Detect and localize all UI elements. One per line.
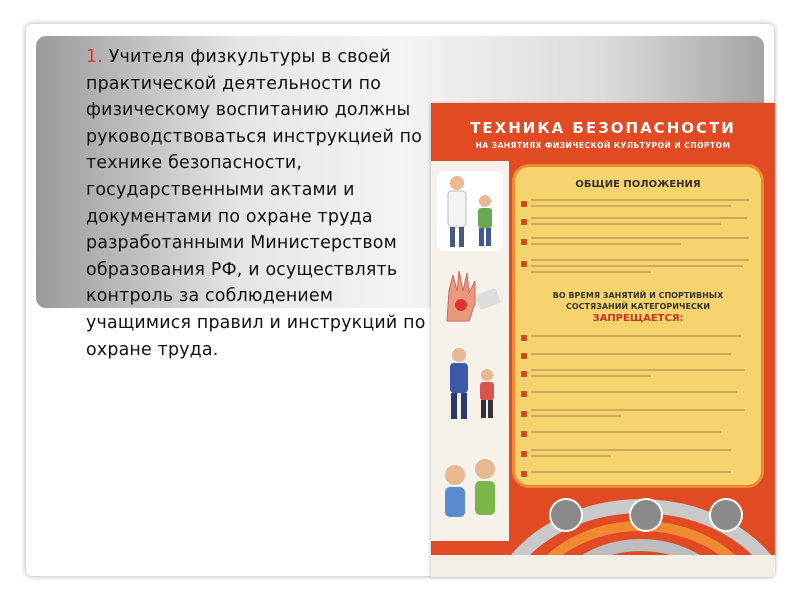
general-provisions-heading: ОБЩИЕ ПОЛОЖЕНИЯ bbox=[575, 179, 701, 190]
prohibited-heading-line3: ЗАПРЕЩАЕТСЯ: bbox=[592, 313, 684, 324]
rule-line bbox=[531, 369, 745, 371]
slide-body-text bbox=[86, 44, 440, 363]
rule-line bbox=[531, 431, 721, 433]
prohibited-heading-line1: ВО ВРЕМЯ ЗАНЯТИЙ И СПОРТИВНЫХ bbox=[552, 291, 724, 300]
rule-bullet bbox=[521, 261, 527, 267]
running-icon bbox=[709, 498, 743, 532]
doctor-illustration bbox=[437, 171, 503, 251]
rule-bullet bbox=[521, 239, 527, 245]
item-number: 1. bbox=[86, 47, 103, 67]
rule-bullet bbox=[521, 219, 527, 225]
poster-subtitle: НА ЗАНЯТИЯХ ФИЗИЧЕСКОЙ КУЛЬТУРОЙ И СПОРТОМ bbox=[475, 141, 731, 150]
rule-bullet bbox=[521, 371, 527, 377]
poster-rules-box bbox=[515, 167, 761, 485]
rule-line bbox=[531, 259, 749, 261]
rule-bullet bbox=[521, 353, 527, 359]
rule-bullet bbox=[521, 201, 527, 207]
rule-bullet bbox=[521, 431, 527, 437]
rule-line bbox=[531, 223, 721, 225]
rule-bullet bbox=[521, 411, 527, 417]
rule-line bbox=[531, 391, 737, 393]
rule-line bbox=[531, 205, 731, 207]
item-text: Учителя физкультуры в своей практической деятельности по физическому воспитанию должны руководствоваться инструкцией по технике безопасности, государственными актами и документами по охране труда разработанными Министерством образования РФ, и осуществлять контроль за соблюдением учащимися правил и инструкций по охране труда. bbox=[86, 47, 426, 360]
rule-bullet bbox=[521, 335, 527, 341]
injured-children-illustration bbox=[437, 341, 503, 425]
rule-line bbox=[531, 199, 749, 201]
safety-poster-image bbox=[431, 103, 775, 577]
swimming-icon bbox=[629, 498, 663, 532]
poster-title: ТЕХНИКА БЕЗОПАСНОСТИ bbox=[470, 119, 736, 137]
fall-warning-icon bbox=[549, 498, 583, 532]
prohibited-heading-line2: СОСТЯЗАНИЙ КАТЕГОРИЧЕСКИ bbox=[565, 302, 711, 311]
rule-line bbox=[531, 415, 621, 417]
rule-line bbox=[531, 375, 651, 377]
rule-line bbox=[531, 335, 741, 337]
rule-line bbox=[531, 353, 731, 355]
rule-line bbox=[531, 265, 743, 267]
poster-footer bbox=[431, 555, 775, 577]
rule-line bbox=[531, 243, 681, 245]
rule-line bbox=[531, 217, 747, 219]
rule-line bbox=[531, 409, 745, 411]
rule-bullet bbox=[521, 391, 527, 397]
rule-line bbox=[531, 237, 749, 239]
hand-illustration bbox=[435, 261, 505, 331]
rule-line bbox=[531, 271, 651, 273]
